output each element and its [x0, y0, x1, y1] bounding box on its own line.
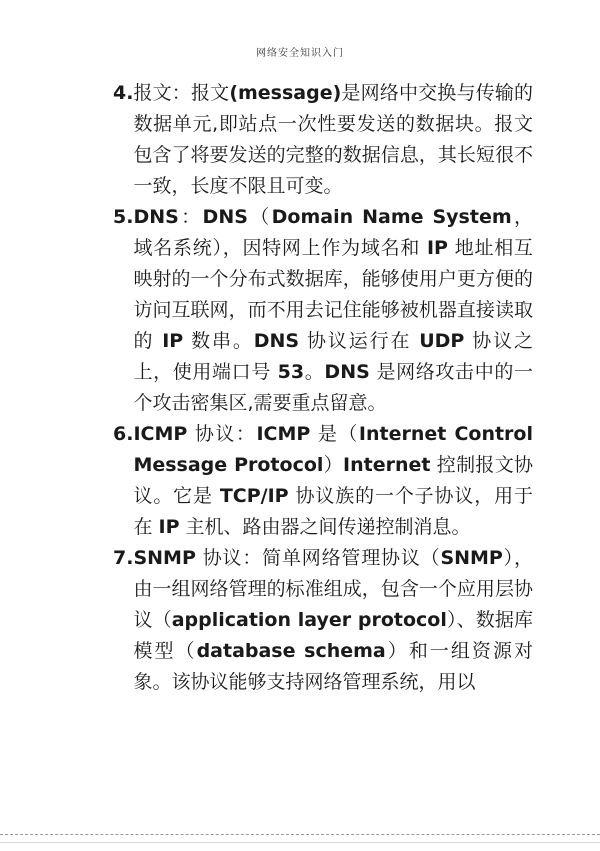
item-text: 报文：报文(message)是网络中交换与传输的数据单元,即站点一次性要发送的数据块。报文包含了将要发送的完整的数据信息，其长短很不一致，长度不限且可变。: [133, 82, 533, 197]
footer-divider-secondary: [0, 842, 600, 843]
page-header: 网络安全知识入门: [256, 48, 344, 59]
list-item-message: [113, 78, 533, 202]
list-item-dns: [113, 202, 533, 419]
item-text: SNMP 协议：简单网络管理协议（SNMP），由一组网络管理的标准组成，包含一个应用层协议（application layer protocol）、数据库模型（database schema）和一组资源对象。该协议能够支持网络管理系统，用以: [133, 547, 533, 693]
list-item-icmp: [113, 419, 533, 543]
item-text: DNS：DNS（Domain Name System，域名系统），因特网上作为域名和 IP 地址相互映射的一个分布式数据库，能够使用户更方便的访问互联网，而不用去记住能够被机器直接读取的 IP 数串。DNS 协议运行在 UDP 协议之上，使用端口号 53。DNS 是网络攻击中的一个攻击密集区,需要重点留意。: [133, 206, 533, 414]
document-body: [113, 78, 533, 698]
item-number: 5.: [113, 206, 134, 228]
list-item-snmp: [113, 543, 533, 698]
item-number: 7.: [113, 547, 134, 569]
footer-divider: [0, 834, 600, 835]
item-number: 6.: [113, 423, 134, 445]
item-text: ICMP 协议：ICMP 是（Internet Control Message Protocol）Internet 控制报文协议。它是 TCP/IP 协议族的一个子协议，用于在 IP 主机、路由器之间传递控制消息。: [133, 423, 534, 538]
item-number: 4.: [113, 82, 134, 104]
